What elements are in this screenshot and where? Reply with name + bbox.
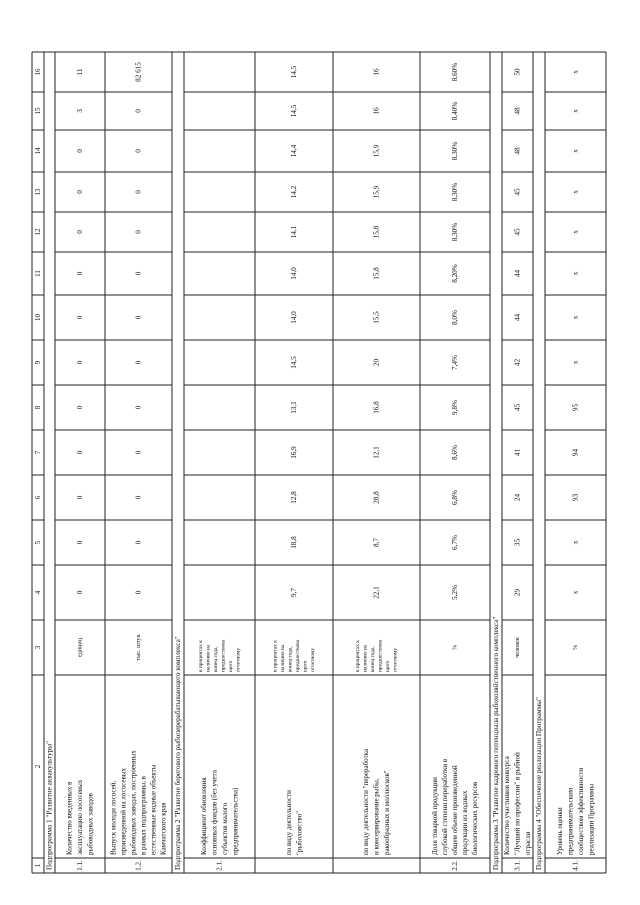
indicator-name: ракообразных и моллюсков" [383, 770, 391, 855]
column-number-13: 13 [34, 188, 42, 196]
value-cell: 0 [76, 230, 84, 234]
value-cell: 18,8 [290, 536, 298, 549]
value-cell: 41 [513, 448, 522, 457]
value-cell: 0 [76, 495, 84, 500]
value-cell: 48 [513, 147, 522, 155]
value-cell: 8,40% [451, 101, 459, 121]
column-number-16: 16 [34, 68, 42, 76]
value-cell: 45 [513, 188, 522, 196]
indicator-name: общем объеме произведенной [451, 765, 459, 855]
column-number-6: 6 [34, 495, 42, 500]
value-cell: 0 [134, 405, 143, 410]
column-number-8: 8 [34, 405, 42, 410]
value-cell: 0 [76, 450, 84, 455]
unit-label: конец года, [369, 646, 376, 672]
value-cell: 0 [134, 109, 143, 113]
unit-label: отчетному [392, 647, 399, 672]
value-cell: 0 [134, 360, 143, 365]
indicator-name: по виду деятельности "переработка [362, 748, 370, 855]
indicator-name: биологических ресурсов [471, 781, 479, 855]
unit-label: % [451, 644, 459, 651]
value-cell: 44 [513, 269, 522, 278]
column-number-9: 9 [34, 360, 42, 365]
value-cell: 35 [513, 538, 522, 547]
indicator-name: произведенной на лососевых [119, 767, 128, 855]
indicator-name: рыбоводных заводов [86, 793, 95, 855]
value-cell: х [571, 271, 580, 276]
unit-label: наличию на [362, 644, 369, 672]
value-cell: 15,9 [372, 185, 381, 199]
unit-label: в процентах к [354, 640, 361, 672]
unit-label: в процентах к [272, 640, 279, 672]
row-number: 1.1. [76, 860, 84, 871]
value-cell: 0 [134, 190, 143, 194]
base-value: 5,2% [451, 585, 459, 600]
value-cell: 6,7% [451, 535, 459, 550]
unit-label: % [572, 644, 579, 651]
value-cell: 14,1 [290, 225, 298, 239]
value-cell: 15,8 [372, 267, 381, 280]
value-cell: 0 [76, 271, 84, 276]
column-number-10: 10 [34, 314, 42, 321]
value-cell: 0 [134, 495, 143, 500]
indicator-name: "Лучший по профессии" в рыбной [513, 752, 522, 855]
value-cell: 8,7 [372, 538, 381, 547]
indicator-name: и консервирование рыбы, [372, 778, 381, 855]
table-grid [32, 52, 606, 873]
value-cell: х [571, 540, 580, 545]
unit-label: тыс. штук [135, 634, 142, 661]
value-cell: 3 [76, 109, 84, 113]
indicator-name: естественные водные объекты [149, 764, 158, 855]
value-cell: х [571, 149, 580, 153]
value-cell: 15,5 [372, 311, 381, 324]
indicator-name: по виду деятельности [284, 790, 293, 855]
column-number-11: 11 [34, 270, 42, 277]
column-number-15: 15 [34, 107, 42, 115]
indicator-name: реализации Программы [587, 783, 596, 855]
value-cell: 0 [76, 405, 84, 410]
column-number-5: 5 [34, 540, 42, 545]
value-cell: 16,9 [290, 446, 298, 459]
value-cell: х [571, 230, 580, 234]
unit-label: в процентах к [197, 640, 204, 672]
value-cell: 6,8% [451, 490, 459, 505]
unit-label: отчетному [235, 647, 242, 672]
unit-label: человек [514, 637, 521, 658]
indicator-name: Коэффициент обновления [199, 777, 208, 855]
value-cell: 0 [134, 540, 143, 545]
value-cell: 45 [513, 403, 522, 412]
value-cell: 8,30% [451, 222, 459, 242]
value-cell: 0 [134, 450, 143, 455]
unit-label: предшествова [377, 639, 384, 672]
row-number: 4.1. [571, 860, 580, 871]
indicator-name: предпринимательства) [231, 787, 240, 855]
section-title: Подпрограмма 2 "Развитие берегового рыбоперерабатывающего комплекса" [174, 636, 182, 870]
unit-label: наличию на [205, 644, 212, 672]
row-number: 3.1. [513, 860, 522, 871]
value-cell: 14,5 [290, 356, 298, 369]
value-cell: 15,9 [372, 144, 381, 158]
indicator-name: "рыболовство" [295, 810, 304, 855]
value-cell: 0 [134, 149, 143, 153]
indicator-name: основных фондов (без учета [210, 770, 219, 855]
value-cell: 82 615 [134, 62, 143, 82]
column-number-14: 14 [34, 147, 42, 155]
column-number-1: 1 [34, 863, 42, 868]
value-cell: 94 [571, 448, 580, 457]
value-cell: 0 [76, 315, 84, 320]
value-cell: 8,30% [451, 182, 459, 202]
value-cell: х [571, 70, 580, 74]
value-cell: 8,20% [451, 264, 459, 283]
unit-label: конец года, [287, 646, 294, 672]
unit-label: щего [384, 660, 391, 672]
value-cell: 12,8 [290, 491, 298, 504]
value-cell: 14,2 [290, 185, 298, 199]
unit-label: щего [302, 660, 309, 672]
base-value: 0 [134, 590, 143, 595]
value-cell: 48 [513, 107, 522, 115]
column-number-7: 7 [34, 450, 42, 455]
column-number-4: 4 [34, 590, 42, 595]
value-cell: 0 [134, 271, 143, 276]
value-cell: 0 [76, 149, 84, 153]
indicator-name: в рамках подпрограммы, в [139, 776, 148, 855]
value-cell: 9,8% [451, 400, 459, 415]
section-title: Подпрограмма 1 "Развитие аквакультуры" [45, 740, 54, 870]
value-cell: 45 [513, 228, 522, 236]
indicator-name: Доля товарной продукции [431, 777, 439, 855]
value-cell: 20 [372, 358, 381, 367]
unit-label: отчетному [309, 647, 316, 672]
indicator-name: эксплуатацию лососевых [76, 779, 84, 855]
value-cell: 14,0 [290, 311, 298, 324]
value-cell: 95 [571, 403, 580, 412]
indicator-name: рыбоводных заводах, построенных [129, 750, 138, 855]
value-cell: 13,1 [290, 401, 298, 414]
base-value: 0 [76, 590, 84, 595]
indicator-name: Уровень оценки [555, 807, 564, 855]
base-value: 22,1 [372, 586, 381, 599]
value-cell: 0 [134, 230, 143, 234]
value-cell: 24 [513, 493, 522, 502]
indicator-name: отрасли [524, 831, 532, 855]
value-cell: 14,0 [290, 267, 298, 280]
unit-label: щего [227, 660, 234, 672]
row-number: 2.1. [215, 860, 224, 871]
column-number-3: 3 [34, 645, 42, 650]
value-cell: 0 [76, 190, 84, 194]
table-cells [34, 62, 595, 871]
value-cell: 8,60% [451, 62, 459, 82]
indicator-name: Количество введенных в [65, 781, 74, 855]
value-cell: 44 [513, 313, 522, 322]
value-cell: 42 [513, 358, 522, 367]
value-cell: 28,8 [372, 491, 381, 504]
unit-label: единиц [76, 637, 84, 658]
indicator-name: Выпуск молоди лососей, [109, 780, 118, 855]
value-cell: 93 [571, 493, 580, 502]
section-title: Подпрограмма 3 "Развитие кадрового потенциала рыбохозяйственного комплекса" [492, 616, 500, 870]
value-cell: 11 [76, 68, 84, 76]
indicator-name: Количество участников конкурса [503, 756, 511, 855]
base-value: 29 [513, 588, 522, 597]
value-cell: 0 [134, 315, 143, 320]
column-number-12: 12 [34, 228, 42, 236]
value-cell: 14,4 [290, 144, 298, 158]
indicator-name: продукции из водных [461, 790, 469, 855]
indicator-name: сообществом эффективности [576, 767, 585, 855]
value-cell: х [571, 360, 580, 365]
value-cell: х [571, 315, 580, 320]
value-cell: 14,5 [290, 104, 298, 118]
value-cell: 50 [513, 68, 522, 76]
row-number: 2.2. [451, 860, 459, 871]
value-cell: 15,8 [372, 225, 381, 239]
section-title: Подпрограмма 4 "Обеспечение реализации Программы" [535, 697, 543, 870]
value-cell: 16,8 [372, 401, 381, 414]
indicator-name: Камчатского края [159, 802, 168, 855]
value-cell: 0 [76, 360, 84, 365]
column-number-2: 2 [34, 764, 42, 769]
base-value: 9,7 [290, 588, 298, 597]
value-cell: х [571, 109, 580, 113]
unit-label: предшествова [220, 639, 227, 672]
value-cell: 12,1 [372, 446, 381, 459]
value-cell: 8,6% [451, 445, 459, 460]
unit-label: конец года, [212, 646, 219, 672]
value-cell: х [571, 190, 580, 194]
value-cell: 8,30% [451, 141, 459, 161]
indicator-name: субъектов малого [220, 802, 229, 855]
unit-label: предшествова [294, 639, 301, 672]
indicator-name: глубокой степени переработки в [441, 758, 449, 855]
value-cell: 7,4% [451, 355, 459, 370]
value-cell: 0 [76, 540, 84, 545]
indicator-name: предпринимательским [566, 787, 575, 855]
value-cell: 16 [372, 107, 381, 115]
value-cell: 8,0% [451, 310, 459, 325]
unit-label: наличию на [279, 644, 286, 672]
row-number: 1.2. [134, 860, 143, 871]
base-value: х [571, 590, 580, 595]
value-cell: 14,5 [290, 65, 298, 79]
value-cell: 16 [372, 68, 381, 76]
